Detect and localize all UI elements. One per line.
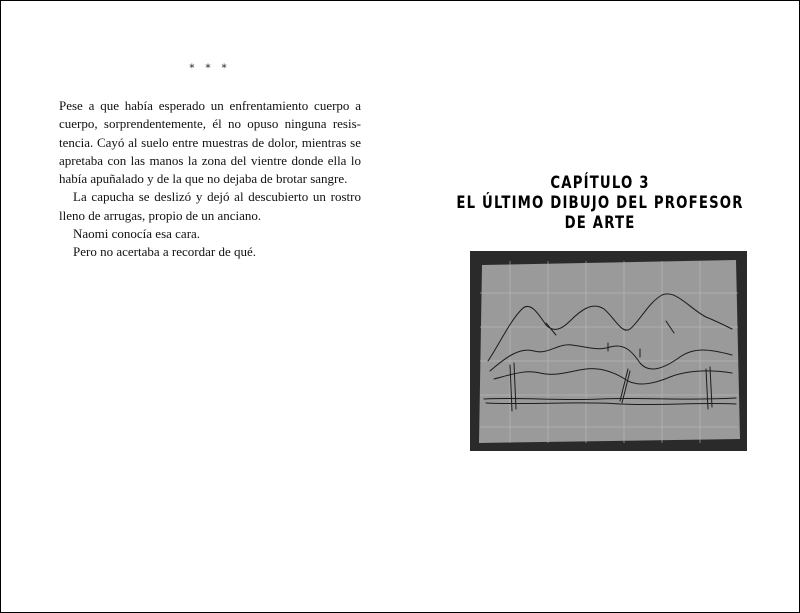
paragraph-3: Naomi conocía esa cara. xyxy=(73,226,201,242)
body-text xyxy=(59,97,361,262)
right-page xyxy=(401,1,799,612)
pencil-sketch-mountains-illustration xyxy=(470,251,747,451)
scene-break: * * * xyxy=(189,63,231,74)
paragraph-4: Pero no acertaba a recordar de qué. xyxy=(73,244,256,260)
left-page xyxy=(1,1,401,612)
paragraph-1: Pese a que había esperado un enfrentamiento cuerpo a cuerpo, sorprendentemente, él no opuso ninguna resistencia. Cayó al suelo entre muestras de dolor, mientras se apretaba con las manos la zona del vientre donde ella lo había apuñalado y de la que no dejaba de brotar sangre. xyxy=(59,98,361,187)
chapter-title: EL ÚLTIMO DIBUJO DEL PROFESOR DE ARTE xyxy=(456,193,744,233)
chapter-number: CAPÍTULO 3 xyxy=(550,173,650,193)
paragraph-2: La capucha se deslizó y dejó al descubierto un rostro lleno de arrugas, propio de un anciano. xyxy=(59,189,361,223)
